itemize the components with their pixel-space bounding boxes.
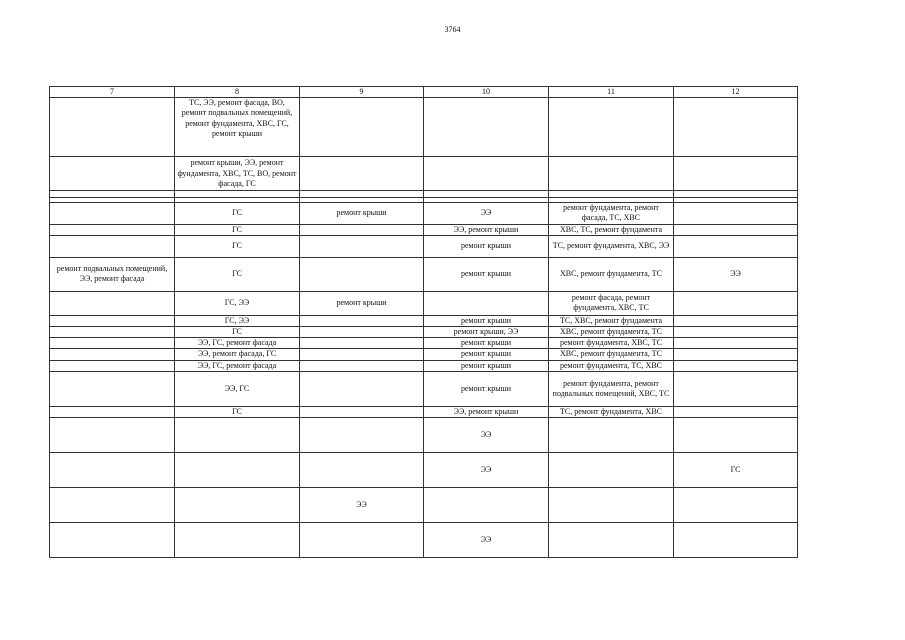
table-cell [549, 418, 674, 453]
table-cell [300, 191, 424, 198]
column-header: 12 [674, 87, 798, 98]
table-cell: ремонт фасада, ремонт фундамента, ХВС, ТС [549, 291, 674, 315]
table-cell: ХВС, ремонт фундамента, ТС [549, 257, 674, 291]
table-row [50, 224, 798, 235]
data-table [49, 86, 798, 558]
table-row [50, 371, 798, 406]
table-cell [50, 157, 175, 191]
table-cell: ремонт крыши [300, 291, 424, 315]
table-cell [424, 98, 549, 157]
table-cell [50, 98, 175, 157]
header-row [50, 87, 798, 98]
table-cell: ХВС, ремонт фундамента, ТС [549, 349, 674, 360]
table-cell [175, 453, 300, 488]
table-cell: ремонт крыши [424, 360, 549, 371]
table-cell [424, 191, 549, 198]
table-row [50, 418, 798, 453]
table-cell [300, 224, 424, 235]
column-header: 11 [549, 87, 674, 98]
table-cell [50, 406, 175, 417]
table-cell: ЭЭ [424, 523, 549, 558]
table-cell [50, 338, 175, 349]
column-header: 8 [175, 87, 300, 98]
table-cell [424, 488, 549, 523]
table-cell: ремонт фундамента, ХВС, ТС [549, 338, 674, 349]
table-cell: ЭЭ [424, 418, 549, 453]
column-header: 7 [50, 87, 175, 98]
table-cell [50, 488, 175, 523]
table-cell [50, 418, 175, 453]
table-cell [424, 157, 549, 191]
table-cell [674, 406, 798, 417]
table-cell [300, 523, 424, 558]
table-cell [674, 191, 798, 198]
table-cell [50, 224, 175, 235]
table-cell [674, 157, 798, 191]
table-cell: ГС [175, 257, 300, 291]
table-cell [300, 157, 424, 191]
table-cell [300, 235, 424, 257]
table-cell [50, 235, 175, 257]
table-cell: ЭЭ, ГС, ремонт фасада [175, 338, 300, 349]
table-cell [300, 349, 424, 360]
table-cell: ГС, ЭЭ [175, 315, 300, 326]
table-cell: ремонт крыши, ЭЭ, ремонт фундамента, ХВС, ТС, ВО, ремонт фасада, ГС [175, 157, 300, 191]
table-cell: ремонт крыши [424, 371, 549, 406]
table-cell: ГС [175, 406, 300, 417]
table-cell: ТС, ремонт фундамента, ХВС [549, 406, 674, 417]
table-cell: ГС [175, 235, 300, 257]
table-cell: ТС, ХВС, ремонт фундамента [549, 315, 674, 326]
table-cell: ГС [175, 327, 300, 338]
table-row [50, 406, 798, 417]
table-cell [175, 418, 300, 453]
table-cell: ГС [175, 224, 300, 235]
table-cell: ЭЭ [300, 488, 424, 523]
table-cell [674, 224, 798, 235]
table-row [50, 98, 798, 157]
table-cell [300, 98, 424, 157]
table-cell: ХВС, ремонт фундамента, ТС [549, 327, 674, 338]
table-row [50, 523, 798, 558]
page-number: 3764 [444, 25, 461, 34]
table-cell [674, 418, 798, 453]
table-row [50, 349, 798, 360]
table-cell [549, 98, 674, 157]
table-cell [50, 291, 175, 315]
table-cell: ремонт крыши [424, 315, 549, 326]
table-cell: ТС, ЭЭ, ремонт фасада, ВО, ремонт подвальных помещений, ремонт фундамента, ХВС, ГС, ремонт крыши [175, 98, 300, 157]
table-cell: ЭЭ, ремонт крыши [424, 224, 549, 235]
table-row [50, 203, 798, 224]
table-cell: ремонт крыши [424, 235, 549, 257]
table-cell [674, 488, 798, 523]
table-cell [300, 327, 424, 338]
table-cell [674, 98, 798, 157]
table-cell: ЭЭ [674, 257, 798, 291]
table-cell: ЭЭ [424, 453, 549, 488]
table-cell [300, 406, 424, 417]
table-cell: ЭЭ, ГС, ремонт фасада [175, 360, 300, 371]
table-cell [549, 523, 674, 558]
table-cell: ГС, ЭЭ [175, 291, 300, 315]
table-row [50, 257, 798, 291]
table-row [50, 327, 798, 338]
column-header: 9 [300, 87, 424, 98]
table-cell: ЭЭ, ремонт фасада, ГС [175, 349, 300, 360]
table-cell [300, 315, 424, 326]
table-cell: ТС, ремонт фундамента, ХВС, ЭЭ [549, 235, 674, 257]
table-cell [674, 349, 798, 360]
table-cell [50, 315, 175, 326]
table-cell [549, 488, 674, 523]
table-cell [424, 291, 549, 315]
table-cell [175, 191, 300, 198]
table-cell: ремонт крыши [424, 338, 549, 349]
table-cell [50, 371, 175, 406]
table-cell [674, 315, 798, 326]
table-cell [50, 203, 175, 224]
table-cell: ремонт фундамента, ТС, ХВС [549, 360, 674, 371]
column-header: 10 [424, 87, 549, 98]
table-cell [300, 360, 424, 371]
table-cell [674, 327, 798, 338]
table-cell: ремонт крыши [424, 349, 549, 360]
table-row [50, 235, 798, 257]
table-row [50, 315, 798, 326]
table-cell: ЭЭ, ремонт крыши [424, 406, 549, 417]
table-cell: ЭЭ [424, 203, 549, 224]
table-cell: ремонт подвальных помещений, ЭЭ, ремонт фасада [50, 257, 175, 291]
table-cell: ремонт фундамента, ремонт подвальных помещений, ХВС, ТС [549, 371, 674, 406]
table-cell: ремонт крыши [300, 203, 424, 224]
table-cell: ремонт крыши [424, 257, 549, 291]
table-row [50, 488, 798, 523]
table-cell: ЭЭ, ГС [175, 371, 300, 406]
table-cell [674, 203, 798, 224]
table-cell [175, 488, 300, 523]
table-row [50, 453, 798, 488]
table-cell [300, 418, 424, 453]
table-cell [50, 523, 175, 558]
table-cell [674, 371, 798, 406]
table-cell [300, 371, 424, 406]
table-row [50, 338, 798, 349]
table-cell [674, 291, 798, 315]
table-row [50, 291, 798, 315]
table-cell [50, 327, 175, 338]
table-cell [300, 338, 424, 349]
table-cell [549, 157, 674, 191]
table-row [50, 191, 798, 198]
table-cell [674, 360, 798, 371]
table-cell [50, 360, 175, 371]
table-cell [50, 191, 175, 198]
table-row [50, 157, 798, 191]
table-cell [175, 523, 300, 558]
table-cell [549, 191, 674, 198]
table-cell [300, 453, 424, 488]
table-cell [50, 349, 175, 360]
table-cell [674, 338, 798, 349]
table-cell: ГС [175, 203, 300, 224]
table-cell [300, 257, 424, 291]
table-cell [549, 453, 674, 488]
table-cell [674, 523, 798, 558]
table-cell: ремонт фундамента, ремонт фасада, ТС, ХВС [549, 203, 674, 224]
table-cell [674, 235, 798, 257]
table-cell: ХВС, ТС, ремонт фундамента [549, 224, 674, 235]
table-row [50, 360, 798, 371]
table-cell: ГС [674, 453, 798, 488]
table-cell: ремонт крыши, ЭЭ [424, 327, 549, 338]
table-cell [50, 453, 175, 488]
